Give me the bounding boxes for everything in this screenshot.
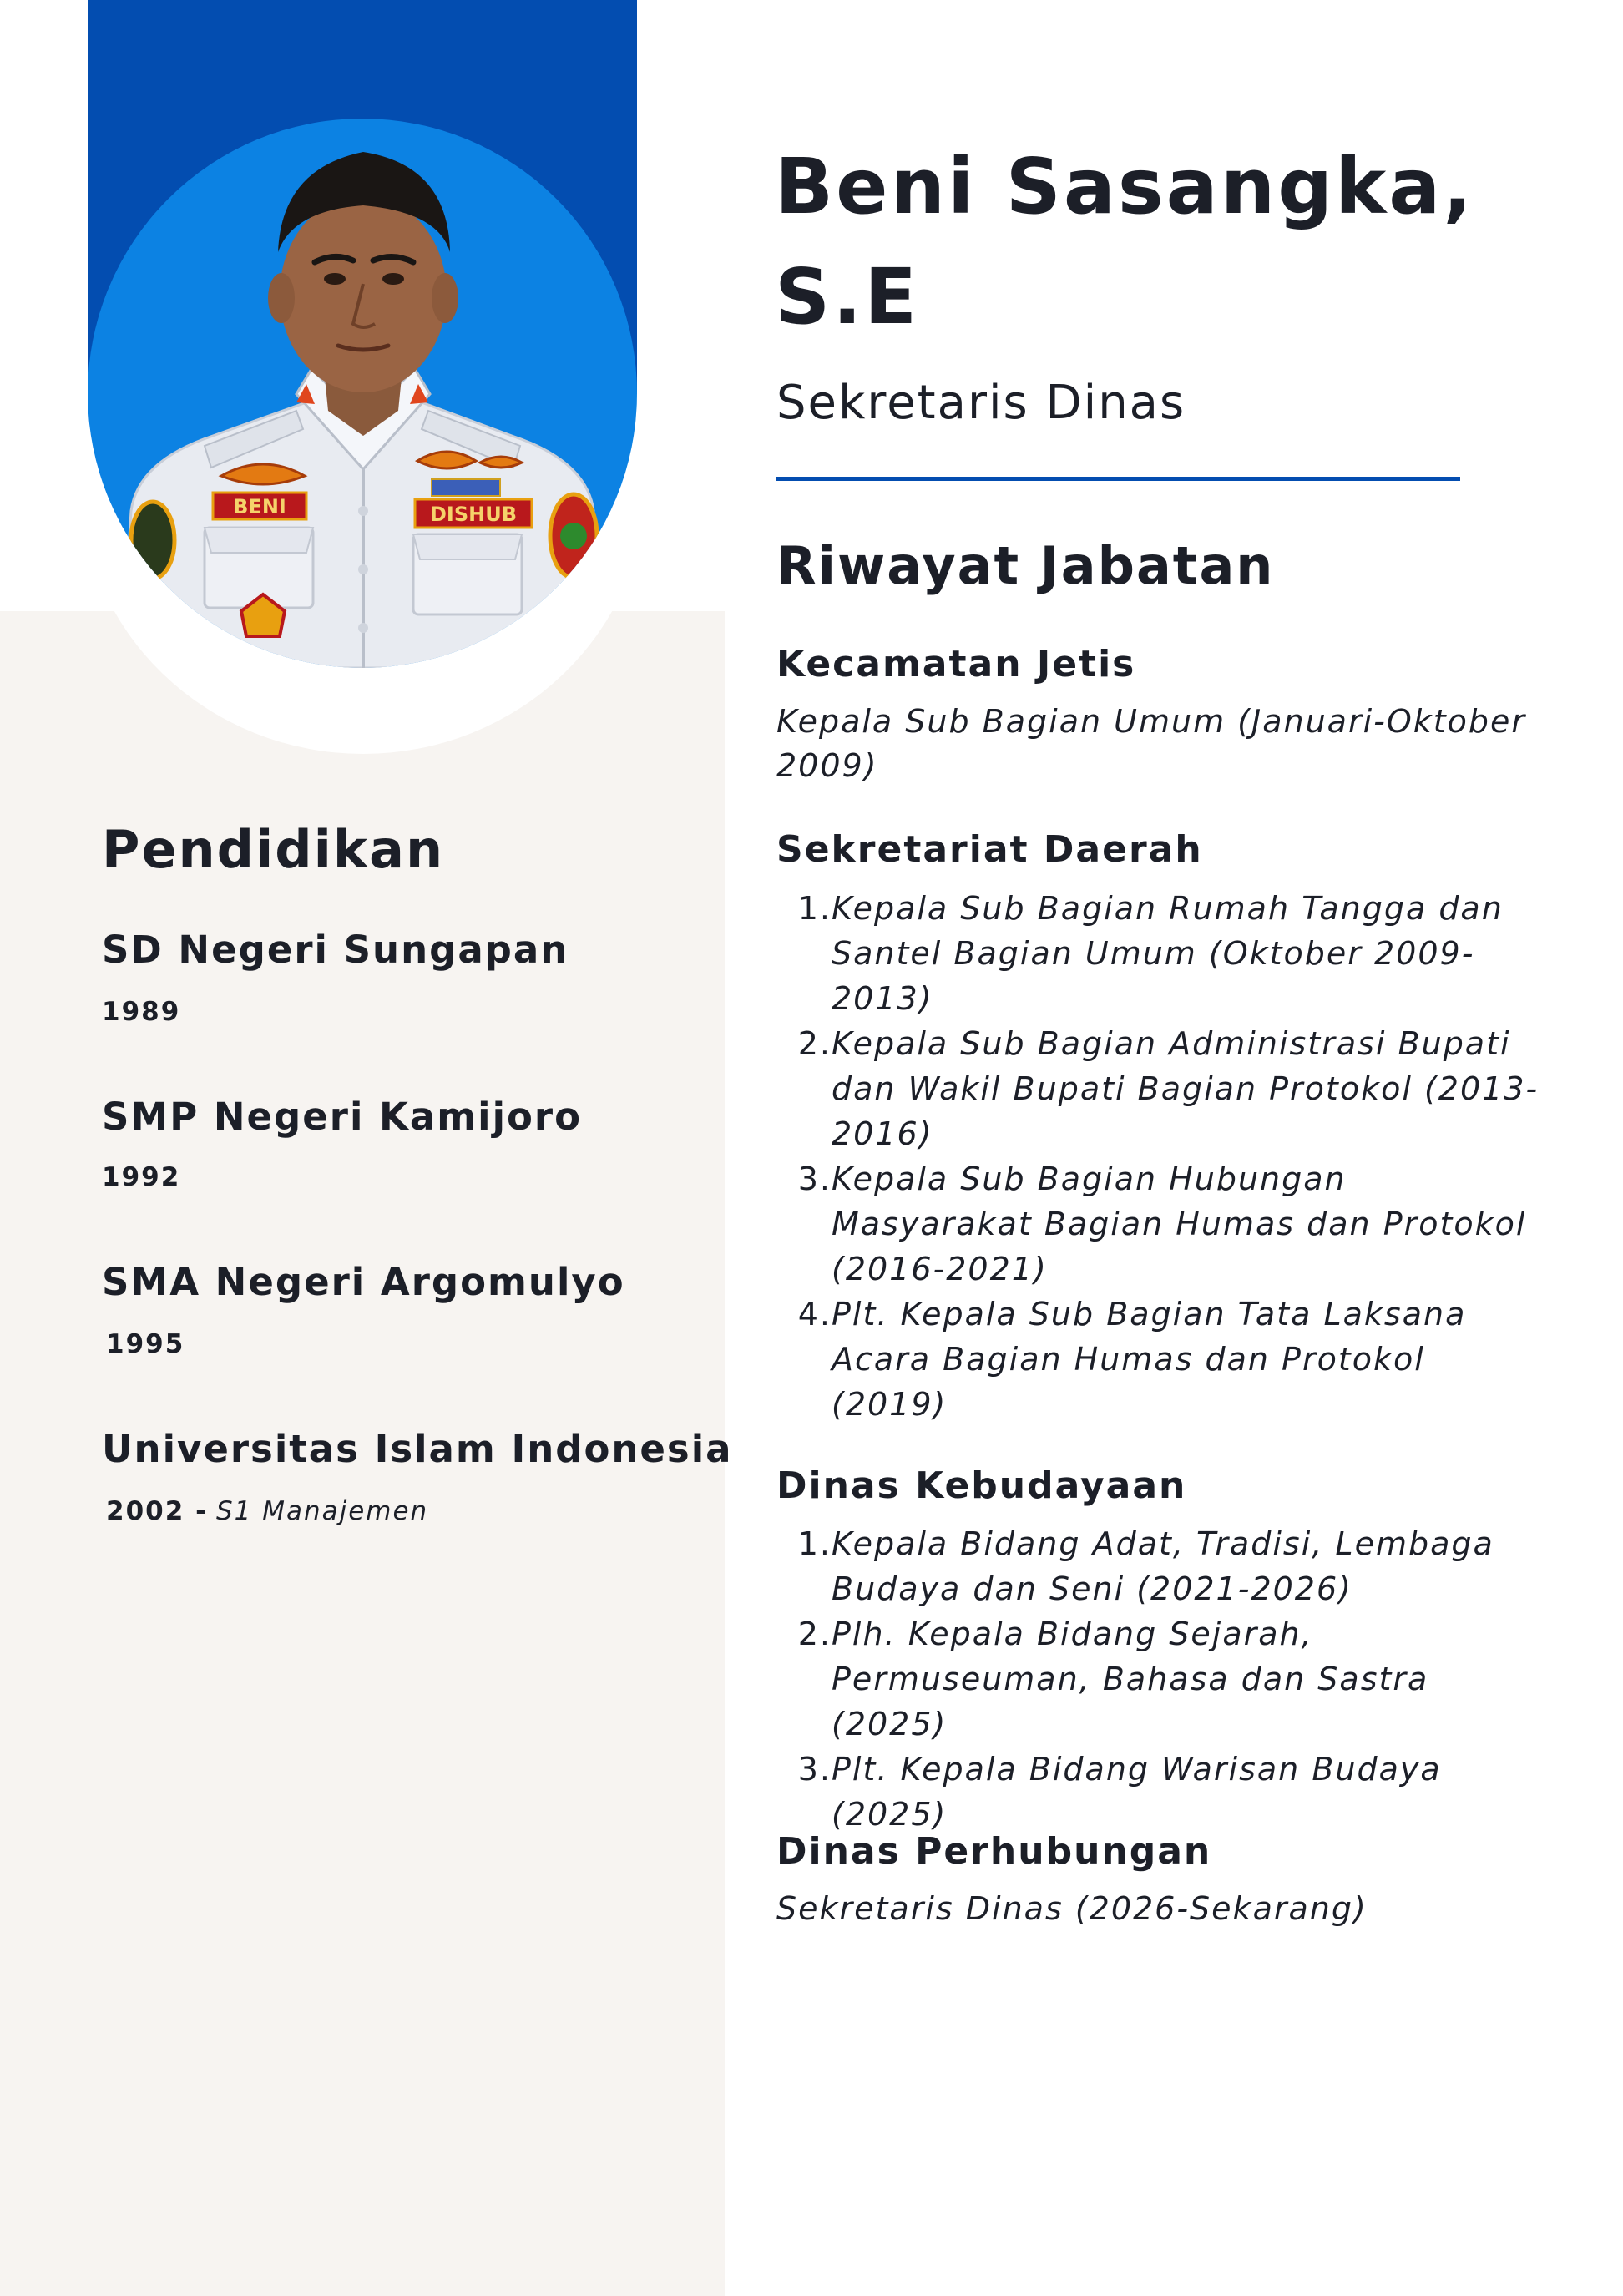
- education-year: 1992: [102, 1162, 181, 1192]
- list-item-number: 2.: [797, 1025, 832, 1062]
- org-title-dinas-perhubungan: Dinas Perhubungan: [776, 1830, 1212, 1873]
- list-item: [776, 1521, 1545, 1611]
- role-kecamatan-jetis: Kepala Sub Bagian Umum (Januari-Oktober 2009): [776, 703, 1527, 784]
- org-title-sekretariat-daerah: Sekretariat Daerah: [776, 828, 1203, 871]
- education-school: Universitas Islam Indonesia: [102, 1427, 733, 1471]
- list-item-text: Kepala Sub Bagian Rumah Tangga dan Santel Bagian Umum (Oktober 2009-2013): [832, 890, 1504, 1017]
- list-item: [776, 1292, 1545, 1427]
- header-divider: [776, 477, 1460, 481]
- roles-list-dinas-kebudayaan: [776, 1521, 1545, 1837]
- education-year: 2002 -: [106, 1496, 208, 1526]
- list-item: [776, 1747, 1545, 1837]
- shoulder-patch-icon: [131, 502, 174, 579]
- list-item-text: Kepala Bidang Adat, Tradisi, Lembaga Budaya dan Seni (2021-2026): [832, 1525, 1494, 1607]
- list-item-number: 2.: [797, 1616, 832, 1652]
- person-name: Beni Sasangka, S.E: [775, 142, 1475, 341]
- list-item-text: Kepala Sub Bagian Hubungan Masyarakat Bagian Humas dan Protokol (2016-2021): [832, 1161, 1527, 1287]
- education-year: 1995: [106, 1329, 185, 1359]
- rank-ribbon: [432, 479, 500, 496]
- roles-list-sekretariat-daerah: [776, 886, 1545, 1427]
- education-year-degree: [106, 1494, 428, 1528]
- profile-photo: [88, 119, 637, 668]
- education-school: SMA Negeri Argomulyo: [102, 1260, 625, 1304]
- list-item-text: Plh. Kepala Bidang Sejarah, Permuseuman, Bahasa dan Sastra (2025): [832, 1616, 1429, 1742]
- education-year: 1989: [102, 997, 181, 1027]
- profile-photo-illustration: [88, 119, 637, 668]
- education-degree: S1 Manajemen: [215, 1496, 429, 1526]
- list-item: [776, 1156, 1545, 1292]
- org-title-kecamatan-jetis: Kecamatan Jetis: [776, 643, 1136, 685]
- list-item-number: 3.: [797, 1161, 832, 1197]
- org-title-dinas-kebudayaan: Dinas Kebudayaan: [776, 1464, 1187, 1507]
- list-item-number: 3.: [797, 1751, 832, 1788]
- list-item: [776, 1611, 1545, 1747]
- education-section-title: Pendidikan: [102, 819, 445, 880]
- name-tag-text: BENI: [233, 495, 286, 518]
- education-school: SD Negeri Sungapan: [102, 928, 569, 972]
- list-item: [776, 886, 1545, 1021]
- list-item-text: Kepala Sub Bagian Administrasi Bupati dan Wakil Bupati Bagian Protokol (2013-2016): [832, 1025, 1540, 1152]
- face: [280, 195, 447, 392]
- person-position: Sekretaris Dinas: [776, 376, 1186, 430]
- list-item-number: 1.: [797, 1525, 832, 1562]
- education-school: SMP Negeri Kamijoro: [102, 1095, 583, 1139]
- list-item-text: Plt. Kepala Sub Bagian Tata Laksana Acara Bagian Humas dan Protokol (2019): [832, 1296, 1467, 1423]
- role-dinas-perhubungan: Sekretaris Dinas (2026-Sekarang): [776, 1890, 1368, 1927]
- unit-tag-text: DISHUB: [429, 503, 518, 526]
- career-section-title: Riwayat Jabatan: [776, 535, 1275, 596]
- list-item-number: 1.: [797, 890, 832, 927]
- list-item-number: 4.: [797, 1296, 832, 1333]
- list-item: [776, 1021, 1545, 1156]
- list-item-text: Plt. Kepala Bidang Warisan Budaya (2025): [832, 1751, 1442, 1833]
